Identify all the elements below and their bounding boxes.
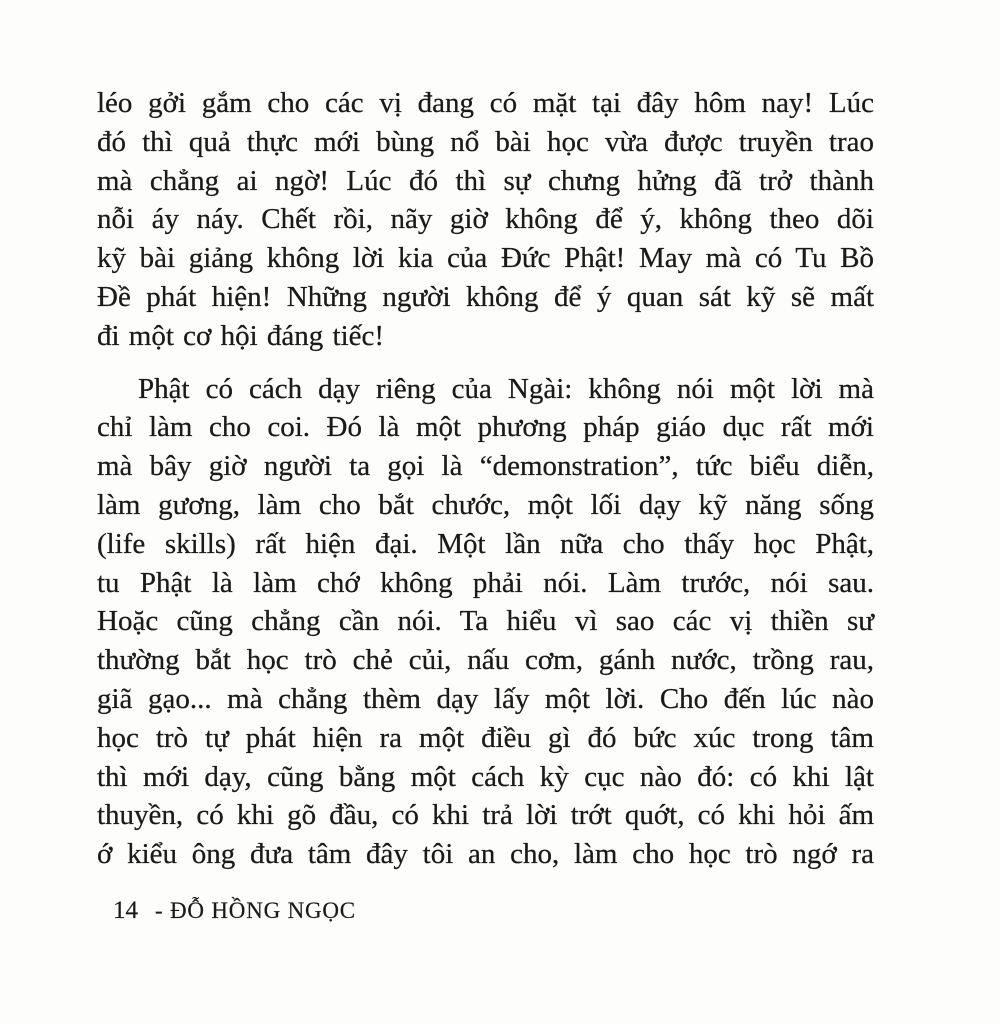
text-line: nỗi áy náy. Chết rồi, nãy giờ không để ý, không theo dõi <box>97 203 874 236</box>
text-line: Đề phát hiện! Những người không để ý quan sát kỹ sẽ mất <box>97 280 874 313</box>
page-footer <box>113 897 356 925</box>
text-line: léo gởi gắm cho các vị đang có mặt tại đây hôm nay! Lúc <box>97 87 874 119</box>
body-text <box>97 84 874 874</box>
text-line: mà bây giờ người ta gọi là “demonstration”, tức biểu diễn, <box>97 450 874 483</box>
text-line: tu Phật là làm chớ không phải nói. Làm trước, nói sau. <box>97 566 874 599</box>
text-line: giã gạo... mà chẳng thèm dạy lấy một lời. Cho đến lúc nào <box>97 682 874 715</box>
paragraph <box>97 84 874 356</box>
text-line: (life skills) rất hiện đại. Một lần nữa cho thấy học Phật, <box>97 527 874 560</box>
text-line: Hoặc cũng chẳng cần nói. Ta hiểu vì sao các vị thiền sư <box>97 605 874 638</box>
text-line: thường bắt học trò chẻ củi, nấu cơm, gánh nước, trồng rau, <box>97 644 874 677</box>
text-line: ớ kiểu ông đưa tâm đây tôi an cho, làm cho học trò ngớ ra <box>97 838 874 871</box>
page-number: 14 <box>113 897 138 924</box>
text-line: thuyền, có khi gõ đầu, có khi trả lời trớt quớt, có khi hỏi ấm <box>97 799 874 832</box>
text-line: mà chẳng ai ngờ! Lúc đó thì sự chưng hửng đã trở thành <box>97 164 874 197</box>
footer-author: - ĐỖ HỒNG NGỌC <box>155 898 356 923</box>
text-line: đó thì quả thực mới bùng nổ bài học vừa được truyền trao <box>97 125 874 158</box>
text-line: kỹ bài giảng không lời kia của Đức Phật! May mà có Tu Bồ <box>97 242 874 275</box>
text-line: đi một cơ hội đáng tiếc! <box>97 319 385 352</box>
text-line: làm gương, làm cho bắt chước, một lối dạy kỹ năng sống <box>97 488 874 521</box>
text-line: thì mới dạy, cũng bằng một cách kỳ cục nào đó: có khi lật <box>97 760 874 793</box>
text-line: Phật có cách dạy riêng của Ngài: không nói một lời mà <box>138 372 874 405</box>
text-line: chỉ làm cho coi. Đó là một phương pháp giáo dục rất mới <box>97 411 874 444</box>
paragraph <box>97 370 874 874</box>
text-line: học trò tự phát hiện ra một điều gì đó bức xúc trong tâm <box>97 721 874 754</box>
